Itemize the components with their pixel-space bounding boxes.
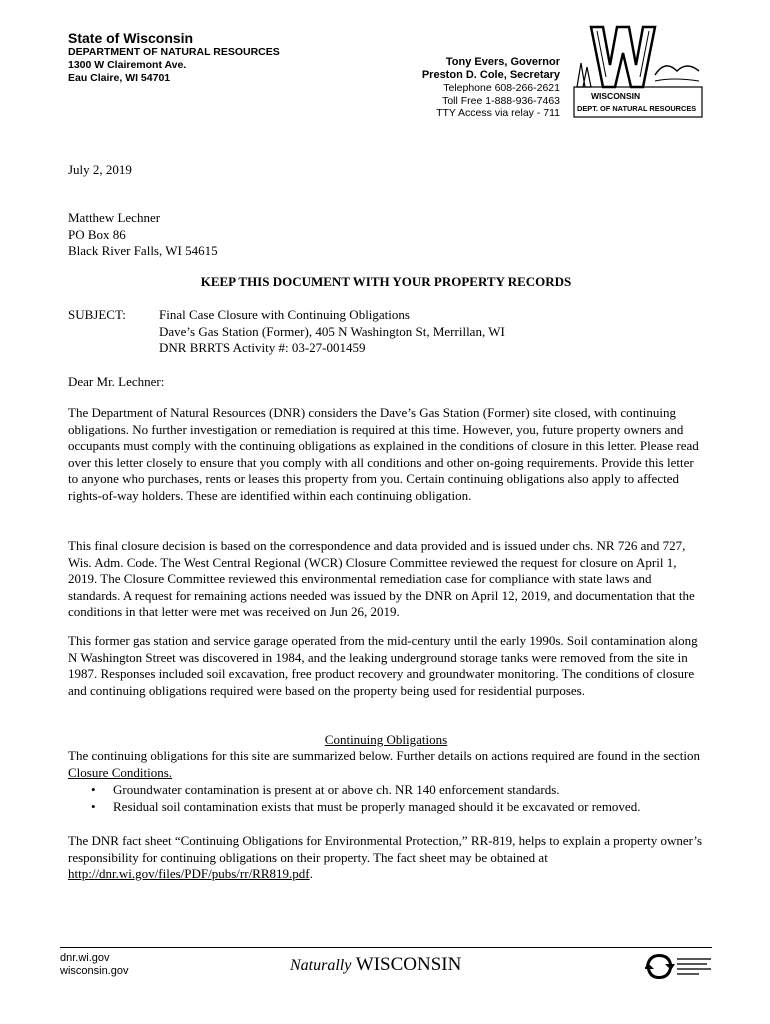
continuing-obligations-heading: Continuing Obligations	[324, 732, 448, 747]
fact-sheet-link[interactable]: http://dnr.wi.gov/files/PDF/pubs/rr/RR819.pdf	[68, 866, 310, 882]
department-name: DEPARTMENT OF NATURAL RESOURCES	[68, 46, 280, 58]
recipient-box: PO Box 86	[68, 226, 126, 242]
keep-notice: KEEP THIS DOCUMENT WITH YOUR PROPERTY RECORDS	[200, 274, 572, 289]
paragraph-decision: This final closure decision is based on the correspondence and data provided and is issued under chs. NR 726 and 727, Wis. Adm. Code. The West Central Regional (WCR) Closure Committee reviewed the request for closure on April 1, 2019. The Closure Committee reviewed this environmental remediation case for compliance with state laws and standards. A request for remaining actions needed was issued by the DNR on April 12, 2019, and documentation that the conditions in that letter were met was received on Jun 26, 2019.	[68, 538, 695, 620]
list-item: • Groundwater contamination is present at or above ch. NR 140 enforcement standards.	[113, 782, 704, 799]
logo-text-wisconsin: WISCONSIN	[591, 91, 641, 101]
dnr-logo-icon	[573, 25, 703, 120]
subject-line-3: DNR BRRTS Activity #: 03-27-001459	[159, 340, 366, 356]
street-address: 1300 W Clairemont Ave.	[68, 59, 187, 71]
governor-name: Tony Evers, Governor	[445, 56, 560, 68]
letterhead-officials	[422, 56, 560, 120]
paragraph-closure: The Department of Natural Resources (DNR) considers the Dave’s Gas Station (Former) site closed, with continuing obligations. No further investigation or remediation is required at this time. However, you, future property owners and occupants must comply with the continuing obligations as explained in the conditions of closure in this letter. Please read over this letter closely to ensure that you comply with all conditions and other on-going requirements. Provide this letter to anyone who purchases, rents or leases this property from you. Certain continuing obligations also apply to affected rights-of-way holders. These are identified within each continuing obligation.	[68, 405, 699, 503]
recipient-name: Matthew Lechner	[68, 210, 161, 225]
footer-divider	[60, 947, 712, 948]
footer-websites	[60, 952, 128, 978]
naturally-wisconsin-logo	[290, 953, 461, 978]
logo-text-dept: DEPT. OF NATURAL RESOURCES	[577, 104, 697, 113]
list-item: • Residual soil contamination exists that must be properly managed should it be excavated or removed.	[113, 799, 704, 816]
fact-sheet-end: .	[309, 866, 313, 882]
tty-access: TTY Access via relay - 711	[436, 107, 560, 119]
intro-text: The continuing obligations for this site are summarized below. Further details on actions required are found in the section	[68, 748, 701, 763]
fact-sheet-text: The DNR fact sheet “Continuing Obligations for Environmental Protection,” RR-819, helps to explain a property owner’s responsibility for continuing obligations on their property. The fact sheet may be obtained at	[68, 833, 703, 865]
greeting: Dear Mr. Lechner:	[68, 374, 165, 389]
recipient-city: Black River Falls, WI 54615	[68, 243, 218, 259]
subject-line-1: Final Case Closure with Continuing Obligations	[159, 307, 410, 322]
recipient-block	[68, 210, 704, 260]
toll-free: Toll Free 1-888-936-7463	[442, 94, 560, 107]
obligations-list	[68, 782, 704, 815]
letterhead-address	[68, 30, 280, 85]
footer-link-dnr[interactable]: dnr.wi.gov	[60, 952, 110, 964]
letter-date: July 2, 2019	[68, 162, 132, 177]
state-name: State of Wisconsin	[68, 30, 194, 46]
subject-label: SUBJECT:	[68, 307, 126, 322]
naturally-text: Naturally	[290, 957, 352, 974]
subject-line-2: Dave’s Gas Station (Former), 405 N Washington St, Merrillan, WI	[159, 323, 505, 339]
city-address: Eau Claire, WI 54701	[68, 72, 171, 84]
wisconsin-text: WISCONSIN	[355, 954, 462, 975]
closure-conditions-link[interactable]: Closure Conditions.	[68, 764, 173, 780]
secretary-name: Preston D. Cole, Secretary	[421, 69, 560, 81]
telephone: Telephone 608-266-2621	[443, 82, 560, 94]
footer-link-wisconsin[interactable]: wisconsin.gov	[60, 965, 129, 977]
continuing-obligations-intro	[68, 748, 704, 781]
paragraph-fact-sheet	[68, 833, 704, 883]
recycled-paper-icon	[645, 953, 715, 979]
paragraph-history: This former gas station and service garage operated from the mid-century until the early 1990s. Soil contamination along N Washington Street was discovered in 1984, and the leaking underground storage tanks were removed from the site in 1987. Responses included soil excavation, free product recovery and groundwater monitoring. The conditions of closure and continuing obligations required were based on the property being used for residential purposes.	[68, 633, 698, 698]
